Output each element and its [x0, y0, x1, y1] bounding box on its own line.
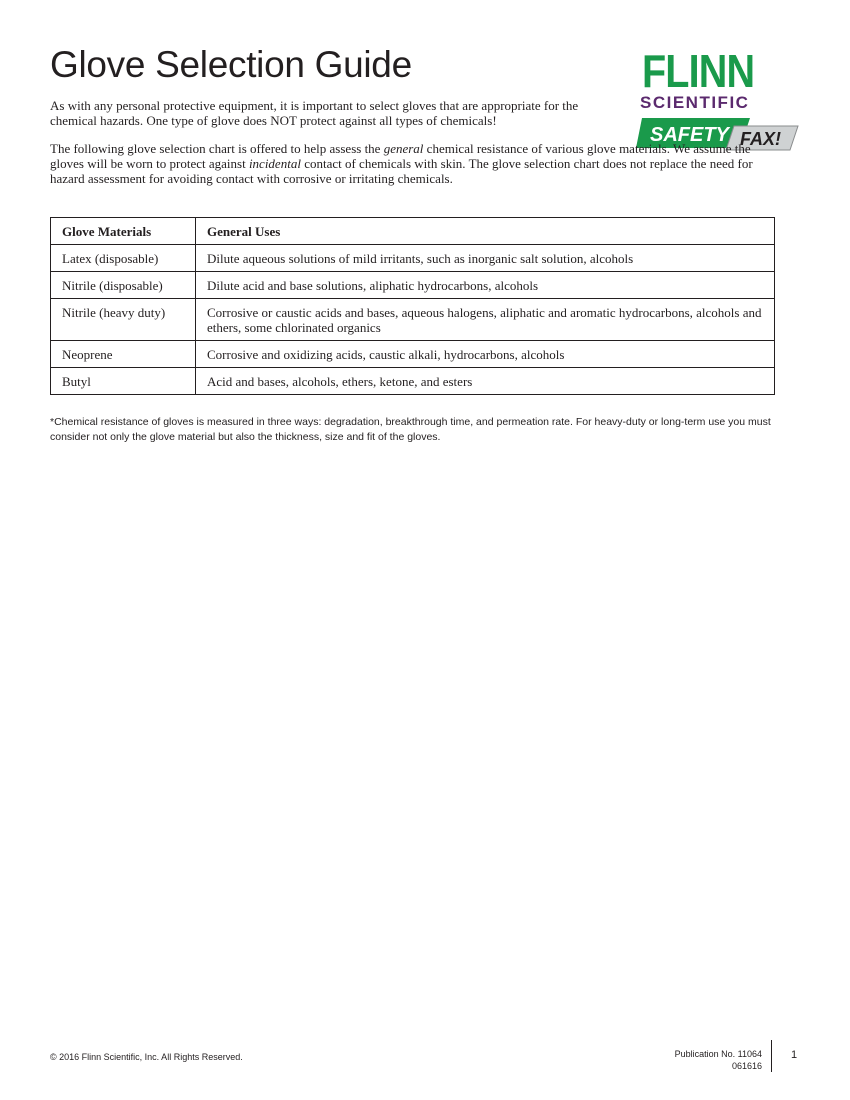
- intro-p2-emphasis-general: general: [383, 141, 424, 156]
- glove-material-cell: Nitrile (heavy duty): [51, 299, 196, 341]
- header-general-uses: General Uses: [196, 218, 775, 245]
- intro-paragraph-2: [50, 141, 785, 186]
- intro-p2-part-b: chemical resistance of various glove materials. We assume the gloves will be worn to protect against: [50, 141, 751, 171]
- intro-p2-part-c: contact of chemicals with skin. The glove selection chart does not replace the need for hazard assessment for avoiding contact with corrosive or irritating chemicals.: [50, 156, 753, 186]
- intro-p2-emphasis-incidental: incidental: [248, 156, 301, 171]
- glove-selection-table: [50, 217, 775, 395]
- page-number: 1: [791, 1049, 798, 1061]
- footer-copyright: © 2016 Flinn Scientific, Inc. All Rights Reserved.: [50, 1052, 243, 1062]
- page-title: Glove Selection Guide: [50, 44, 412, 85]
- table-row: [51, 341, 775, 368]
- chemical-resistance-footnote: *Chemical resistance of gloves is measured in three ways: degradation, breakthrough time, and permeation rate. For heavy-duty or long-term use you must consider not only the glove material but also the thickness, size and fit of the gloves.: [50, 416, 771, 443]
- glove-material-cell: Butyl: [51, 368, 196, 395]
- table-row: [51, 245, 775, 272]
- intro-p2-part-a: The following glove selection chart is offered to help assess the: [50, 141, 384, 156]
- table-row: [51, 272, 775, 299]
- general-uses-cell: Dilute acid and base solutions, aliphatic hydrocarbons, alcohols: [196, 272, 775, 299]
- flinn-scientific-logo: [636, 45, 800, 152]
- general-uses-cell: Dilute aqueous solutions of mild irritants, such as inorganic salt solution, alcohols: [196, 245, 775, 272]
- banner-fax-text: FAX!: [740, 129, 782, 149]
- table-header-row: [51, 218, 775, 245]
- general-uses-cell: Corrosive and oxidizing acids, caustic alkali, hydrocarbons, alcohols: [196, 341, 775, 368]
- footer-divider: [771, 1040, 772, 1072]
- header-glove-materials: Glove Materials: [51, 218, 196, 245]
- table-row: [51, 299, 775, 341]
- banner-safety-text: SAFETY: [650, 124, 729, 146]
- glove-material-cell: Latex (disposable): [51, 245, 196, 272]
- table-row: [51, 368, 775, 395]
- publication-code: 061616: [731, 1061, 762, 1071]
- footer-publication-info: [675, 1048, 762, 1072]
- glove-material-cell: Neoprene: [51, 341, 196, 368]
- logo-flinn-text: FLINN: [642, 45, 755, 97]
- general-uses-cell: Corrosive or caustic acids and bases, aqueous halogens, aliphatic and aromatic hydrocarbons, alcohols and ethers, some chlorinated organics: [196, 299, 775, 341]
- intro-paragraph-1: As with any personal protective equipment, it is important to select gloves that are appropriate for the chemical hazards. One type of glove does NOT protect against all types of chemicals!: [50, 98, 579, 128]
- publication-number: Publication No. 11064: [674, 1049, 762, 1059]
- general-uses-cell: Acid and bases, alcohols, ethers, ketone, and esters: [196, 368, 775, 395]
- logo-scientific-text: SCIENTIFIC: [640, 93, 750, 112]
- glove-material-cell: Nitrile (disposable): [51, 272, 196, 299]
